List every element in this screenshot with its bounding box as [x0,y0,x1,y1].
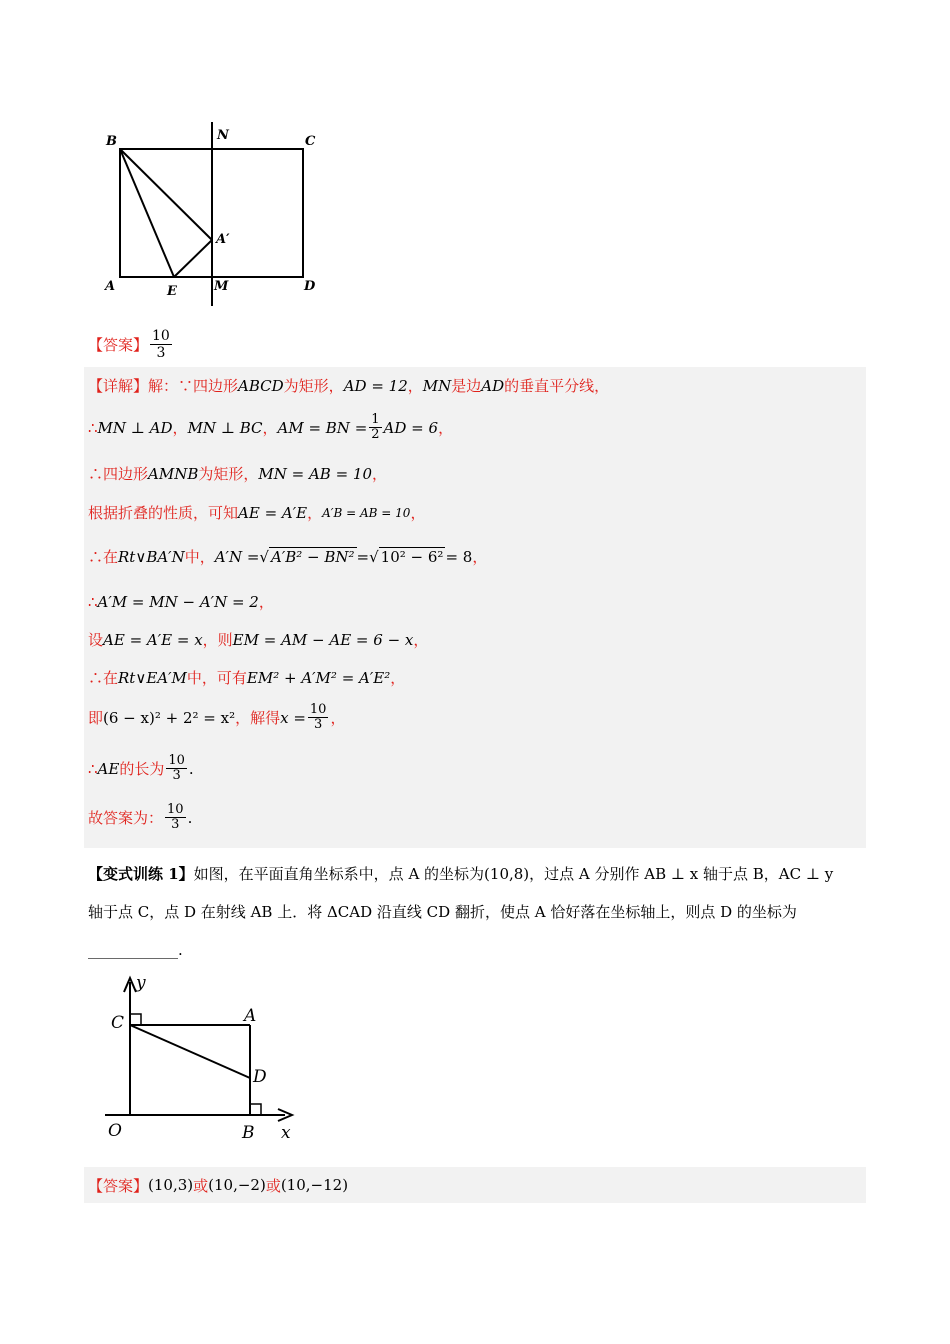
label-d: D [304,279,316,294]
fraction-final: $\frac{10}{3}$ [167,802,184,832]
variant-line-2: 轴于点 C，点 D 在射线 AB 上．将 ΔCAD 沿直线 CD 翻折，使点 A 恰好落在坐标轴上，则点 D 的坐标为 [88,903,797,921]
right-angle-c [130,1014,141,1025]
segment-cd [130,1025,250,1078]
answer-1 [88,322,174,366]
label-e: E [167,284,177,299]
coordinate-figure [100,970,300,1145]
label-m: M [214,279,229,294]
detail-line-5: ∴在 Rt∨BA′N 中， A′N = √ A′B² − BN² = √ 10² − 6² = 8 ， [88,547,488,566]
detail-line-10: ∴ AE 的长为 $\frac{10}{3}$ . [88,753,194,783]
answer-2: 【答案】 (10,3) 或 (10,−2) 或 (10,−12) [84,1167,866,1203]
solution-detail [84,367,866,848]
sqrt-1: √ A′B² − BN² [259,547,355,566]
segment-ba-prime [120,149,212,240]
answer-tag: 【答案】 [88,335,149,354]
sqrt-2: √ 10² − 6² [369,547,444,566]
segment-ea-prime [174,240,212,277]
fraction-ten-thirds: $\frac{10}{3}$ [309,702,327,732]
answer-2-tag: 【答案】 [88,1176,149,1195]
label-d2: D [253,1067,267,1087]
answer-fraction: $\frac{10}{3}$ [152,327,170,361]
detail-line-11: 故答案为： $\frac{10}{3}$ . [88,802,193,832]
label-a-prime: A′ [216,232,230,247]
label-x: x [281,1123,291,1143]
label-b2: B [242,1123,255,1143]
label-y: y [136,973,146,993]
label-o: O [108,1121,122,1141]
variant-line-1: 【变式训练 1】如图，在平面直角坐标系中，点 A 的坐标为(10,8)，过点 A 分别作 AB ⊥ x 轴于点 B，AC ⊥ y [88,865,834,883]
label-a2: A [244,1006,257,1026]
variant-blank: ____________. [88,941,183,959]
label-c: C [305,134,316,149]
detail-line-3: ∴四边形 AMNB 为矩形， MN = AB = 10 ， [88,464,388,483]
detail-line-6: ∴ A′M = MN − A′N = 2 ， [88,592,274,611]
rectangle-fold-figure [100,118,330,313]
detail-line-4: 根据折叠的性质，可知 AE = A′E ， A′B = AB = 10 ， [88,503,426,522]
detail-line-8: ∴在 Rt∨EA′M 中，可有 EM² + A′M² = A′E² ， [88,668,406,687]
detail-line-9: 即 (6 − x)² + 2² = x² ，解得 x = $\frac{10}{3}$ ， [88,702,346,732]
fraction-ae-length: $\frac{10}{3}$ [168,753,185,783]
label-a: A [105,279,116,294]
label-n: N [217,128,229,143]
variant-exercise-1 [88,855,878,969]
label-c2: C [111,1013,125,1033]
detail-line-2: ∴ MN ⊥ AD ， MN ⊥ BC ， AM = BN = $\frac{1}{2}$ AD = 6 ， [88,412,454,442]
detail-line-1: 【详解】 解：∵四边形 ABCD 为矩形， AD = 12 ， MN 是边 AD 的垂直平分线， [88,376,610,395]
segment-be [120,149,174,277]
fraction-half: $\frac{1}{2}$ [371,412,380,442]
variant-tag: 【变式训练 1】 [88,865,194,883]
detail-line-7: 设 AE = A′E = x ，则 EM = AM − AE = 6 − x ， [88,630,429,649]
label-b: B [106,134,117,149]
right-angle-b [250,1104,261,1115]
